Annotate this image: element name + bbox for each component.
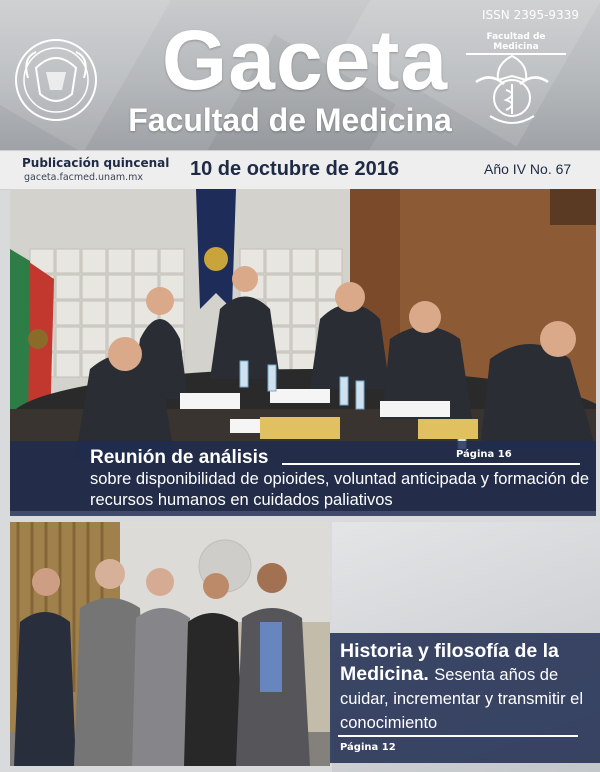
story2-continuation: Sesenta años de cuidar, incrementar y transmitir el conocimiento	[340, 666, 583, 732]
group-photo	[10, 522, 330, 766]
story1-body: sobre disponibilidad de opioides, voluntad anticipada y formación de recursos humanos en cuidados paliativos	[90, 470, 589, 509]
magazine-title: Gaceta	[161, 13, 449, 107]
story2-page[interactable]: Página 12	[340, 742, 396, 753]
story2-title: Historia y filosofía de la Medicina.	[340, 640, 559, 685]
faculty-small-label: Facultad de Medicina	[466, 32, 566, 55]
story2-rule	[338, 735, 578, 737]
publication-type: Publicación quincenal	[22, 156, 170, 170]
magazine-subtitle: Facultad de Medicina	[128, 102, 452, 138]
story1-rule	[282, 463, 580, 465]
story1-page[interactable]: Página 16	[456, 449, 512, 460]
issue-date: 10 de octubre de 2016	[190, 158, 399, 180]
publication-url[interactable]: gaceta.facmed.unam.mx	[24, 172, 144, 183]
issue-number: Año IV No. 67	[484, 161, 572, 177]
story1-title[interactable]: Reunión de análisis	[90, 447, 269, 468]
issn: ISSN 2395-9339	[482, 8, 579, 22]
unam-crest-icon	[14, 38, 98, 122]
story1-caption	[10, 441, 596, 516]
story2-headline[interactable]	[340, 640, 595, 735]
facmed-crest-icon	[470, 50, 554, 134]
issue-info-strip	[0, 150, 600, 190]
